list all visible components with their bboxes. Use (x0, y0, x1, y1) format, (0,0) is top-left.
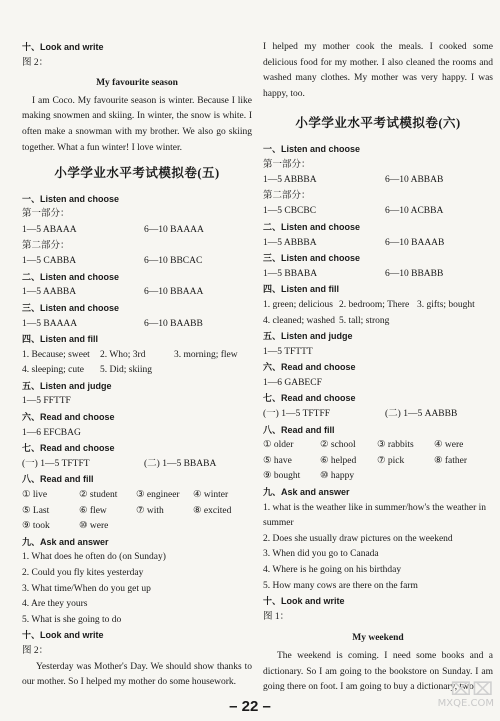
section-header: 二、Listen and choose (22, 271, 120, 282)
answer: 1—6 EFCBAG (22, 427, 81, 438)
answer: (一) 1—5 TFTFF (263, 409, 331, 420)
answer: 6—10 BAAAA (144, 224, 204, 235)
answer-row (22, 488, 252, 504)
answer-row (263, 298, 493, 314)
section-header: 十、Look and write (22, 630, 104, 641)
page-number: – 22 – (229, 698, 271, 715)
answer-row (263, 267, 493, 283)
answer-row (22, 504, 252, 520)
question: 2. Could you fly kites yesterday (22, 568, 144, 578)
answer-row (263, 314, 493, 330)
section-header: 三、Listen and choose (22, 302, 120, 313)
question: 1. What does he often do (on Sunday) (22, 552, 166, 563)
answer: (二) 1—5 BBABA (144, 458, 217, 469)
figure-label: 图 1： (263, 611, 290, 622)
essay-text: I am Coco. My favourite season is winter. Because I like making snowmen and skiing. In winter, the snow is white. I often make a snowman with my brother. We also go skiing together. What a fun winter! I love winter. (22, 95, 252, 153)
section-header: 九、Ask and answer (22, 536, 109, 547)
fill-word: ① live (22, 490, 48, 501)
answer-row (263, 454, 493, 470)
answer-row (22, 348, 252, 364)
fill-word: ④ winter (193, 490, 229, 501)
answer: 2. bedroom; There (339, 299, 410, 310)
part-label: 第二部分： (263, 190, 311, 201)
essay-text: Yesterday was Mother's Day. We should show thanks to our mother. So I helped my mother do some housework. (22, 661, 252, 688)
answer: 1—5 ABBBA (263, 175, 317, 186)
section-header: 四、Listen and fill (22, 334, 99, 345)
question: 3. When did you go to Canada (263, 549, 379, 560)
answer: 6—10 ABBAB (385, 175, 444, 186)
answer: 6—10 BAABB (144, 318, 203, 329)
exam-title: 小学学业水平考试模拟卷(五) (54, 166, 220, 181)
watermark-logo-icon: ⌧⌧ (450, 679, 494, 700)
section-header: 六、Read and choose (263, 362, 356, 373)
right-column (263, 40, 494, 700)
section-header: 四、Listen and fill (263, 284, 340, 295)
fill-word: ⑩ were (79, 521, 109, 532)
fill-word: ⑤ have (263, 455, 292, 466)
answer: 6—10 BAAAB (385, 237, 445, 248)
fill-word: ⑨ bought (263, 471, 301, 482)
fill-word: ④ were (434, 440, 464, 451)
part-label: 第二部分： (22, 240, 70, 251)
fill-word: ③ engineer (136, 490, 180, 501)
answer: 1—5 FFTTF (22, 396, 71, 407)
answer: 1. green; delicious (263, 299, 333, 310)
answer: 1—5 ABAAA (22, 224, 77, 235)
fill-word: ⑥ helped (320, 455, 357, 466)
section-header: 八、Read and fill (22, 474, 94, 485)
answer: (二) 1—5 AABBB (385, 409, 458, 420)
question: 4. Are they yours (22, 599, 88, 610)
section-header: 十、Look and write (22, 42, 104, 52)
answer: (一) 1—5 TFTFT (22, 458, 90, 469)
answer: 1—5 BBABA (263, 268, 318, 279)
answer: 1—5 AABBA (22, 287, 77, 298)
section-header: 七、Read and choose (22, 443, 115, 454)
exam-title: 小学学业水平考试模拟卷(六) (295, 116, 461, 131)
section-header: 九、Ask and answer (263, 487, 350, 498)
answer: 6—10 BBABB (385, 268, 444, 279)
answer: 3. gifts; bought (417, 299, 475, 310)
answer: 6—10 BBCAC (144, 256, 203, 267)
answer-row (22, 457, 252, 473)
answer-row (22, 363, 252, 379)
answer-row (22, 285, 252, 301)
fill-word: ⑤ Last (22, 505, 50, 516)
question: 5. What is she going to do (22, 614, 122, 625)
section-header: 八、Read and fill (263, 424, 335, 435)
section-header: 五、Listen and judge (22, 380, 112, 391)
section-header: 一、Listen and choose (22, 193, 120, 204)
watermark-text: MXQE.COM (437, 698, 494, 709)
section-header: 二、Listen and choose (263, 221, 361, 232)
question: 2. Does she usually draw pictures on the weekend (263, 533, 453, 544)
figure-label: 图 2： (22, 645, 49, 656)
part-label: 第一部分： (22, 209, 70, 220)
answer: 3. morning; flew (174, 349, 238, 360)
answer: 1—5 CABBA (22, 256, 77, 267)
answer: 6—10 ACBBA (385, 206, 444, 217)
answer-row (22, 254, 252, 270)
fill-word: ⑩ happy (320, 471, 355, 482)
question: 4. Where is he going on his birthday (263, 565, 402, 575)
fill-word: ⑥ flew (79, 505, 107, 516)
answer-row (263, 204, 493, 220)
answer-row (22, 223, 252, 239)
answer: 1—5 ABBBA (263, 237, 317, 248)
fill-word: ① older (263, 440, 294, 451)
fill-word: ⑨ took (22, 521, 50, 532)
fill-word: ⑧ excited (193, 505, 232, 516)
fill-word: ② school (320, 440, 356, 451)
fill-word: ② student (79, 490, 118, 501)
answer: 1—5 CBCBC (263, 206, 317, 217)
answer-row (22, 317, 252, 333)
answer-row (22, 519, 252, 535)
watermark (424, 679, 494, 717)
question: 1. what is the weather like in summer/how's the weather in summer (263, 502, 487, 529)
answer-row (263, 407, 493, 423)
answer: 1—5 TFTTT (263, 346, 313, 357)
fill-word: ⑦ with (136, 505, 164, 516)
question: 5. How many cows are there on the farm (263, 580, 418, 591)
answer: 6—10 BBAAA (144, 287, 204, 298)
left-column (22, 40, 252, 691)
fill-word: ⑦ pick (377, 455, 405, 466)
fill-word: ③ rabbits (377, 440, 414, 451)
answer-row (263, 469, 493, 485)
answer: 4. cleaned; washed (263, 315, 336, 326)
answer: 1. Because; sweet (22, 349, 90, 360)
section-header: 七、Read and choose (263, 393, 356, 404)
fill-word: ⑧ father (434, 455, 468, 466)
essay-text: I helped my mother cook the meals. I cooked some delicious food for my mother. I also cleaned the rooms and washed many clothes. My mother was very happy. I was happy, too. (263, 42, 493, 99)
answer-row (263, 438, 493, 454)
section-header: 六、Read and choose (22, 412, 115, 423)
answer: 2. Who; 3rd (100, 349, 146, 360)
essay-text: The weekend is coming. I need some books and a dictionary. So I am going to the bookstore on Sunday. I am going there on foot. I am going to buy a dictionary, two (263, 650, 493, 693)
section-header: 三、Listen and choose (263, 253, 361, 264)
question: 3. What time/When do you get up (22, 583, 151, 594)
answer: 5. Did; skiing (100, 365, 152, 376)
figure-label: 图 2： (22, 57, 49, 68)
section-header: 一、Listen and choose (263, 143, 361, 154)
essay-title: My weekend (352, 633, 404, 644)
answer: 1—5 BAAAA (22, 318, 78, 329)
part-label: 第一部分： (263, 159, 311, 170)
section-header: 五、Listen and judge (263, 331, 353, 342)
section-header: 十、Look and write (263, 596, 345, 607)
answer: 5. tall; strong (339, 315, 390, 326)
answer-row (263, 236, 493, 252)
answer: 4. sleeping; cute (22, 365, 84, 376)
essay-title: My favourite season (96, 78, 178, 89)
answer: 1—6 GABECF (263, 377, 322, 388)
answer-row (263, 173, 493, 189)
